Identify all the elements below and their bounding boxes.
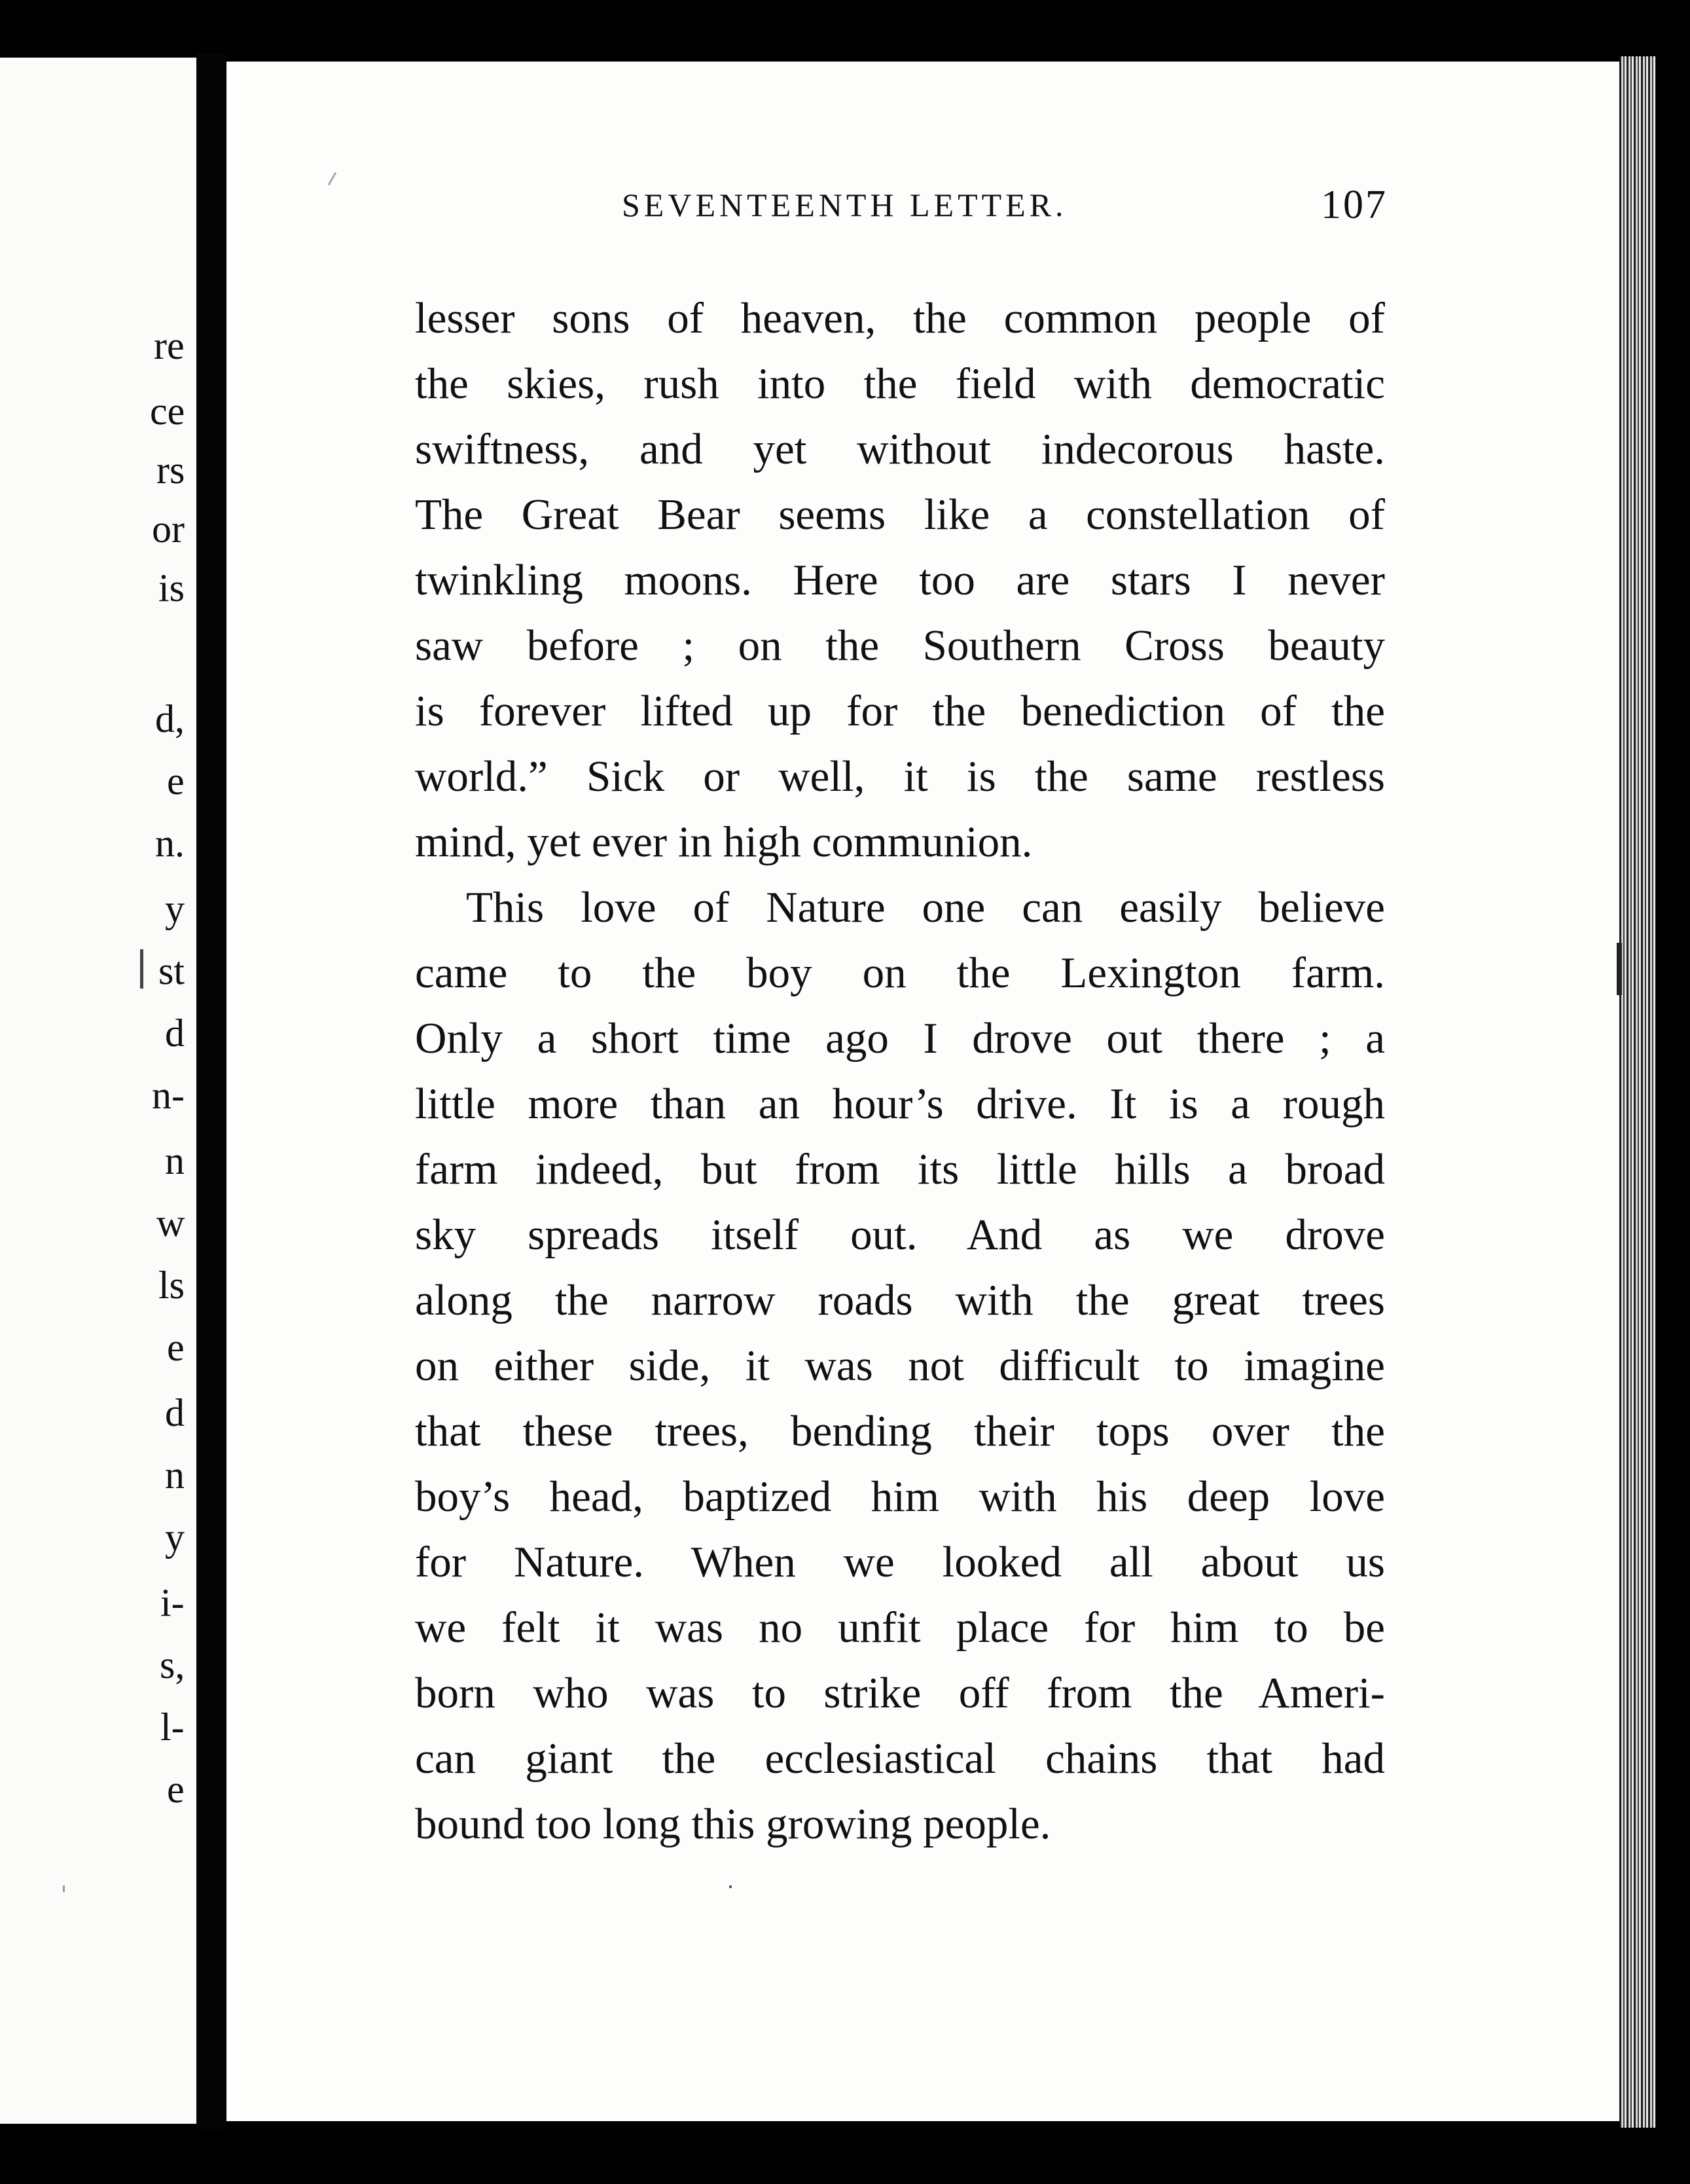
text-line: mind, yet ever in high communion. [415, 818, 1033, 866]
text-line: swiftness, and yet without indecorous haste. [415, 425, 1385, 473]
text-line: The Great Bear seems like a constellation of [415, 490, 1385, 539]
facing-page-fragment: d [165, 1391, 185, 1434]
book-gutter [196, 54, 226, 2129]
paragraph-start-line: This love of Nature one can easily believe [466, 883, 1385, 932]
facing-page-fragment: y [165, 887, 185, 930]
text-line: came to the boy on the Lexington farm. [415, 949, 1385, 997]
facing-page-fragment: n [165, 1453, 185, 1497]
facing-page-fragment: w [156, 1201, 185, 1245]
page-edge-stack [1619, 56, 1656, 2128]
facing-page-fragment: ce [150, 390, 185, 433]
text-line: that these trees, bending their tops over the [415, 1407, 1385, 1455]
text-line: on either side, it was not difficult to imagine [415, 1341, 1385, 1390]
facing-page-text-fragments [0, 58, 196, 2124]
text-line: little more than an hour’s drive. It is a rough [415, 1080, 1385, 1128]
running-title: SEVENTEENTH LETTER. [622, 187, 1068, 223]
running-head [622, 182, 1388, 234]
text-line: Only a short time ago I drove out there ; a [415, 1014, 1385, 1063]
text-line: can giant the ecclesiastical chains that had [415, 1734, 1385, 1783]
text-line: farm indeed, but from its little hills a broad [415, 1145, 1385, 1193]
text-line: sky spreads itself out. And as we drove [415, 1210, 1385, 1259]
facing-page [0, 58, 196, 2124]
facing-page-fragment: d, [155, 697, 185, 740]
facing-page-fragment: ls [158, 1264, 185, 1307]
facing-page-fragment: s, [160, 1643, 185, 1686]
facing-page-fragment: n- [152, 1074, 185, 1117]
body-text [415, 285, 1385, 1857]
text-line: lesser sons of heaven, the common people of [415, 294, 1385, 342]
facing-page-fragment: y [165, 1516, 185, 1559]
facing-page-fragment: n. [155, 822, 185, 865]
scan-speck [729, 1885, 732, 1888]
scan-speck [140, 949, 143, 989]
facing-page-fragment: e [167, 1768, 185, 1811]
facing-page-fragment: n [165, 1139, 185, 1182]
facing-page-fragment: d [165, 1011, 185, 1055]
facing-page-fragment: e [167, 759, 185, 803]
text-line: saw before ; on the Southern Cross beauty [415, 621, 1385, 670]
text-line: born who was to strike off from the Ameri- [415, 1669, 1385, 1717]
text-line: is forever lifted up for the benediction of the [415, 687, 1385, 735]
text-line: boy’s head, baptized him with his deep love [415, 1472, 1385, 1521]
text-line: along the narrow roads with the great trees [415, 1276, 1385, 1324]
page-number: 107 [1321, 183, 1388, 227]
facing-page-fragment: l- [160, 1705, 185, 1749]
scan-speck [63, 1885, 65, 1892]
facing-page-fragment: e [167, 1326, 185, 1369]
text-line: the skies, rush into the field with democratic [415, 359, 1385, 408]
facing-page-fragment: st [158, 949, 185, 992]
facing-page-fragment: or [152, 507, 185, 551]
scan-speck [1617, 943, 1622, 995]
text-line: for Nature. When we looked all about us [415, 1538, 1385, 1586]
text-line: twinkling moons. Here too are stars I never [415, 556, 1385, 604]
facing-page-fragment: re [154, 324, 185, 367]
facing-page-fragment: i- [160, 1581, 185, 1624]
text-line: bound too long this growing people. [415, 1800, 1051, 1848]
text-line: we felt it was no unfit place for him to be [415, 1603, 1385, 1652]
facing-page-fragment: is [158, 566, 185, 610]
facing-page-fragment: rs [156, 448, 185, 492]
text-line: world.” Sick or well, it is the same restless [415, 752, 1385, 801]
